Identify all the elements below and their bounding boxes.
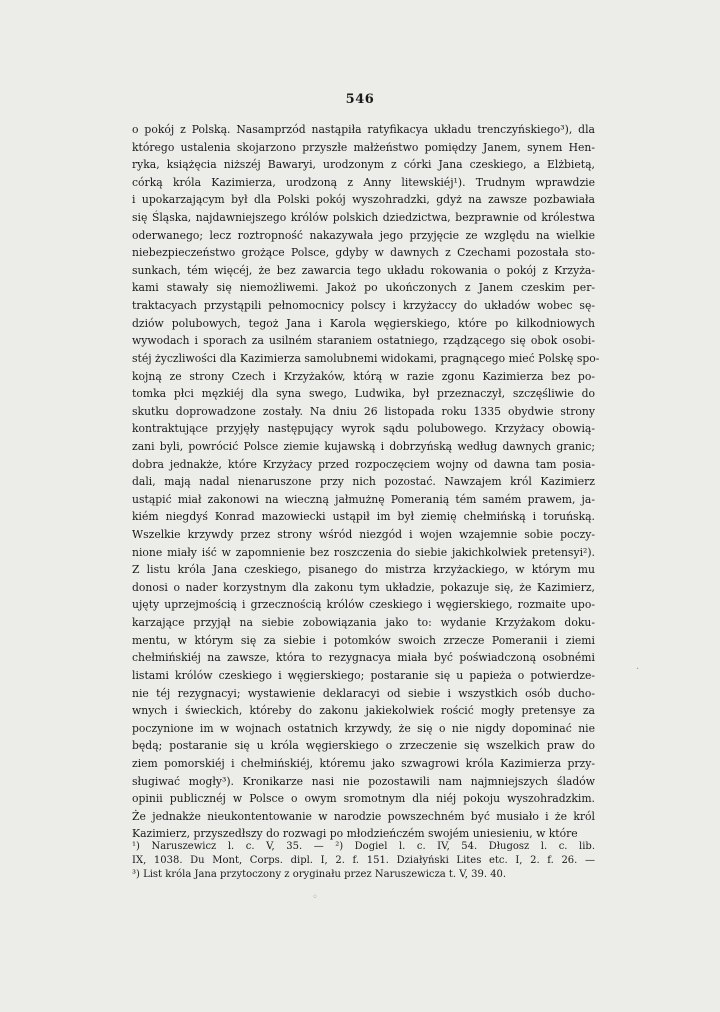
text-line: nione miały iść w zapomnienie bez roszczenia do siebie jakichkolwiek pretensyi²). xyxy=(132,545,595,559)
text-line: Wszelkie krzywdy przez strony wśród niezgód i wojen wzajemnie sobie poczy- xyxy=(132,528,595,542)
text-line: o pokój z Polską. Nasamprzód nastąpiła ratyfikacya układu trenczyńskiego³), dla xyxy=(132,123,595,136)
text-line: zani byli, powrócić Polsce ziemie kujawską i dobrzyńską według dawnych granic; xyxy=(132,439,595,453)
text-line: i upokarzającym był dla Polski pokój wyszohradzki, gdyż na zawsze pozbawiała xyxy=(132,193,595,207)
text-line: Kazimierz, przyszedłszy do rozwagi po młodzieńczém swojém uniesieniu, w które xyxy=(132,827,578,841)
footnote-line: ¹) Naruszewicz l. c. V, 35. — ²) Dogiel l. c. IV, 54. Długosz l. c. lib. xyxy=(132,841,595,852)
text-line: ryka, książęcia niższéj Bawaryi, urodzonym z córki Jana czeskiego, a Elżbietą, xyxy=(132,158,595,172)
footnotes xyxy=(132,840,595,883)
text-line: ujęty uprzejmością i grzecznością królów czeskiego i węgierskiego, rozmaite upo- xyxy=(132,598,595,612)
text-line: kontraktujące przyjęły następujący wyrok sądu polubowego. Krzyżacy obowią- xyxy=(132,422,595,436)
text-line: skutku doprowadzone zostały. Na dniu 26 listopada roku 1335 obydwie strony xyxy=(132,404,595,418)
text-line: sunkach, tém więcéj, że bez zawarcia tego układu rokowania o pokój z Krzyża- xyxy=(132,263,595,277)
text-line: chełmińskiéj na zawsze, która to rezygnacya miała być poświadczoną osobnémi xyxy=(132,651,595,665)
text-line: sługiwać mogły³). Kronikarze nasi nie pozostawili nam najmniejszych śladów xyxy=(132,774,595,788)
footnote-line: ³) List króla Jana przytoczony z oryginału przez Naruszewicza t. V, 39. 40. xyxy=(132,869,507,881)
text-line: listami królów czeskiego i węgierskiego; postaranie się u papieża o potwierdze- xyxy=(132,668,595,682)
text-line: kiém niegdyś Konrad mazowiecki ustąpił im był ziemię chełmińską i toruńską. xyxy=(132,510,595,524)
text-line: Z listu króla Jana czeskiego, pisanego do mistrza krzyżackiego, w którym mu xyxy=(132,563,595,577)
text-line: Że jednakże nieukontentowanie w narodzie powszechném być musiało i że król xyxy=(132,809,595,823)
text-line: mentu, w którym się za siebie i potomków swoich zrzecze Pomeranii i ziemi xyxy=(132,633,595,647)
text-line: się Śląska, najdawniejszego królów polskich dziedzictwa, bezprawnie od królestwa xyxy=(132,211,595,225)
scan-speck: ◦ xyxy=(312,892,318,903)
scan-speck: · xyxy=(636,664,640,675)
text-line: opinii publicznéj w Polsce o owym sromotnym dla niéj pokoju wyszohradzkim. xyxy=(132,792,595,806)
footnote-line: IX, 1038. Du Mont, Corps. dipl. I, 2. f. 151. Działyński Lites etc. I, 2. f. 26. — xyxy=(132,855,595,867)
text-line: dziów polubowych, tegoż Jana i Karola węgierskiego, które po kilkodniowych xyxy=(132,316,595,330)
text-line: oderwanego; lecz roztropność nakazywała jego przyjęcie ze względu na wielkie xyxy=(132,228,595,242)
main-text xyxy=(132,121,600,843)
text-line: stéj życzliwości dla Kazimierza samolubnemi widokami, pragnącego mieć Polskę spo- xyxy=(132,351,600,365)
text-line: donosi o nader korzystnym dla zakonu tym układzie, pokazuje się, że Kazimierz, xyxy=(132,580,595,594)
text-line: dobra jednakże, które Krzyżacy przed rozpoczęciem wojny od dawna tam posia- xyxy=(132,457,595,471)
text-line: tomka płci męzkiéj dla syna swego, Ludwika, był przeznaczył, szczęśliwie do xyxy=(132,387,595,401)
text-line: poczynione im w wojnach ostatnich krzywdy, że się o nie nigdy dopominać nie xyxy=(132,721,595,735)
text-line: którego ustalenia skojarzono przyszłe małżeństwo pomiędzy Janem, synem Hen- xyxy=(132,140,595,154)
text-line: będą; postaranie się u króla węgierskiego o zrzeczenie się wszelkich praw do xyxy=(132,739,595,753)
text-line: dali, mają nadal nienaruszone przy nich pozostać. Nawzajem król Kazimierz xyxy=(132,475,595,489)
text-line: córką króla Kazimierza, urodzoną z Anny litewskiéj¹). Trudnym wprawdzie xyxy=(132,175,595,189)
text-line: wywodach i sporach za usilném staraniem ostatniego, rządzącego się obok osobi- xyxy=(132,334,595,348)
text-line: ziem pomorskiéj i chełmińskiéj, któremu jako szwagrowi króla Kazimierza przy- xyxy=(132,756,595,770)
text-line: niebezpieczeństwo grożące Polsce, gdyby w dawnych z Czechami pozostała sto- xyxy=(132,246,595,260)
text-line: kojną ze strony Czech i Krzyżaków, którą w razie zgonu Kazimierza bez po- xyxy=(132,369,595,383)
text-line: kami stawały się niemożliwemi. Jakoż po ukończonych z Janem czeskim per- xyxy=(132,281,595,295)
page-number: 546 xyxy=(345,92,375,107)
text-line: wnych i świeckich, któreby do zakonu jakiekolwiek rościć mogły pretensye za xyxy=(132,704,595,718)
text-line: nie téj rezygnacyi; wystawienie deklaracyi od siebie i wszystkich osób ducho- xyxy=(132,686,595,700)
text-line: traktacyach przystąpili pełnomocnicy polscy i krzyżaccy do układów wobec sę- xyxy=(132,299,595,313)
text-line: karzające przyjął na siebie zobowiązania jako to: wydanie Krzyżakom doku- xyxy=(132,616,595,630)
text-line: ustąpić miał zakonowi na wieczną jałmużnę Pomeranią tém samém prawem, ja- xyxy=(132,492,595,506)
